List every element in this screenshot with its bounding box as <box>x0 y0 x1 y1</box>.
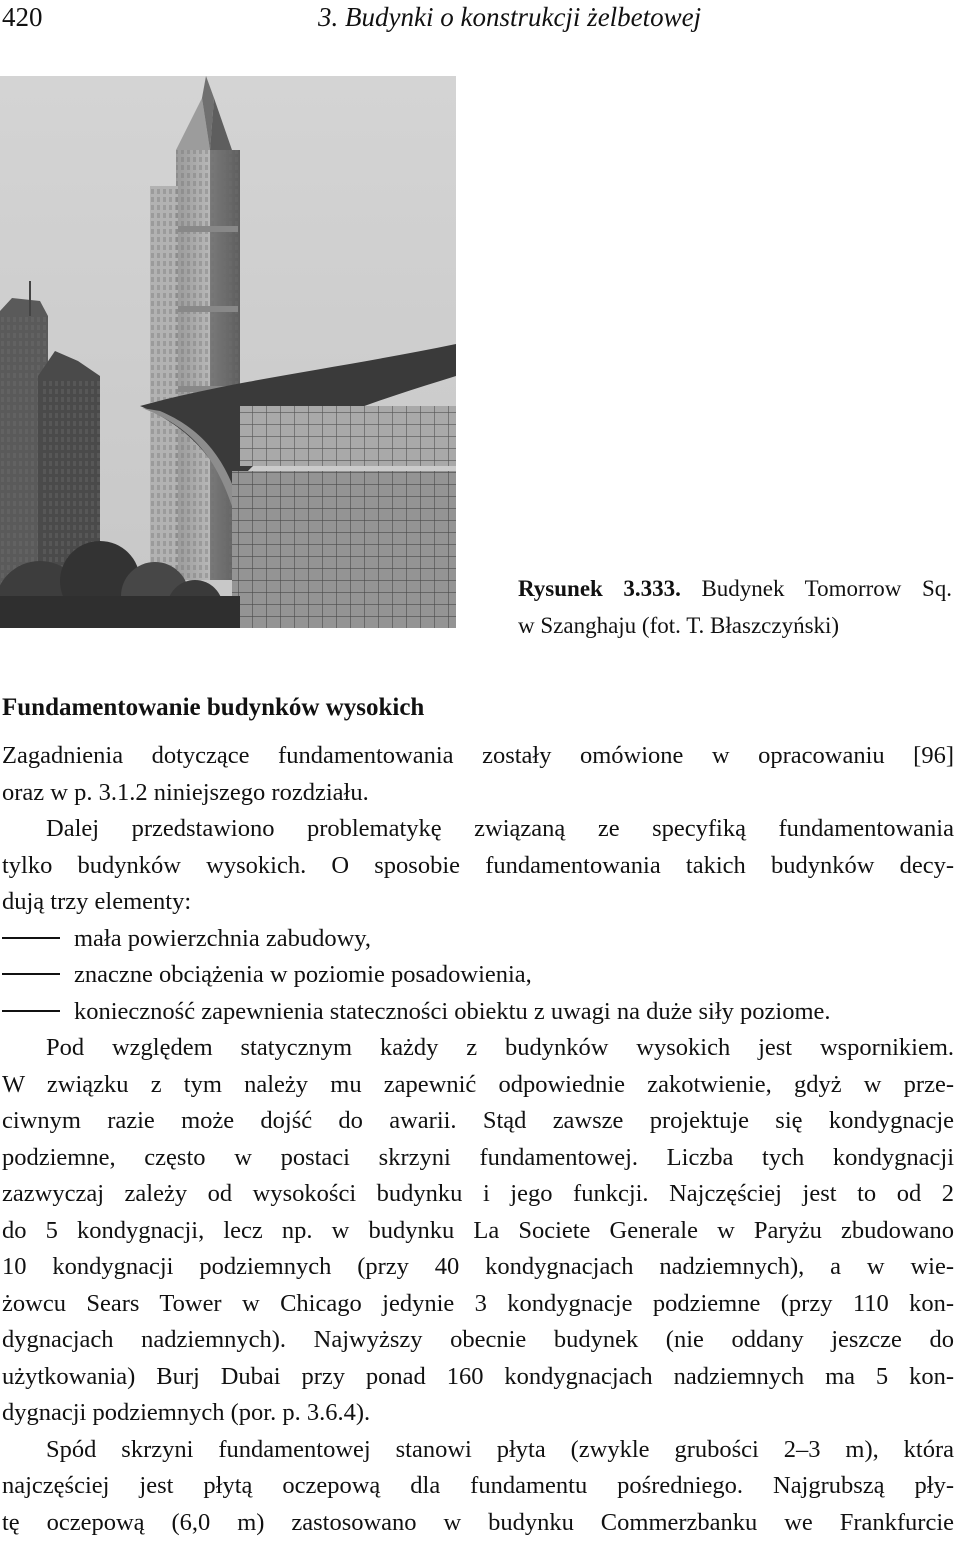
running-title: 3. Budynki o konstrukcji żelbetowej <box>318 2 701 33</box>
caption-line: w Szanghaju (fot. T. Błaszczyński) <box>518 610 952 647</box>
building-photo <box>0 76 456 628</box>
paragraph-line: tę oczepową (6,0 m) zastosowano w budynku Commerzbanku we Frankfurcie <box>2 1505 954 1541</box>
paragraph-line: zazwyczaj zależy od wysokości budynku i jego funkcji. Najczęściej jest to od 2 <box>2 1176 954 1213</box>
paragraph-line: żowcu Sears Tower w Chicago jedynie 3 kondygnacje podziemne (przy 110 kon- <box>2 1286 954 1323</box>
caption-text: Budynek Tomorrow Sq. <box>701 576 952 601</box>
paragraph-line: najczęściej jest płytą oczepową dla fundamentu pośredniego. Najgrubszą pły- <box>2 1468 954 1505</box>
list-item <box>2 921 954 958</box>
paragraph-line: do 5 kondygnacji, lecz np. w budynku La Societe Generale w Paryżu zbudowano <box>2 1213 954 1250</box>
body-text <box>2 738 954 1541</box>
paragraph-line: ciwnym razie może dojść do awarii. Stąd zawsze projektuje się kondygnacje <box>2 1103 954 1140</box>
paragraph-line: 10 kondygnacji podziemnych (przy 40 kondygnacjach nadziemnych), a w wie- <box>2 1249 954 1286</box>
em-dash <box>2 1010 60 1012</box>
page-number: 420 <box>2 2 43 33</box>
list-item-text: znaczne obciążenia w poziomie posadowienia, <box>74 961 532 988</box>
list-item-text: mała powierzchnia zabudowy, <box>74 925 371 952</box>
paragraph-line: dygnacji podziemnych (por. p. 3.6.4). <box>2 1395 954 1432</box>
paragraph-line: podziemne, często w postaci skrzyni fundamentowej. Liczba tych kondygnacji <box>2 1140 954 1177</box>
caption-label: Rysunek 3.333. <box>518 576 681 601</box>
paragraph-line: dują trzy elementy: <box>2 884 954 921</box>
section-title: Fundamentowanie budynków wysokich <box>2 694 424 722</box>
paragraph-line: oraz w p. 3.1.2 niniejszego rozdziału. <box>2 775 954 812</box>
paragraph-line: Spód skrzyni fundamentowej stanowi płyta (zwykle grubości 2–3 m), która <box>2 1432 954 1469</box>
paragraph-line: W związku z tym należy mu zapewnić odpowiednie zakotwienie, gdyż w prze- <box>2 1067 954 1104</box>
paragraph-line: dygnacjach nadziemnych). Najwyższy obecnie budynek (nie oddany jeszcze do <box>2 1322 954 1359</box>
paragraph-line: tylko budynków wysokich. O sposobie fundamentowania takich budynków decy- <box>2 848 954 885</box>
list-item <box>2 994 954 1031</box>
paragraph-line: Dalej przedstawiono problematykę związaną ze specyfiką fundamentowania <box>2 811 954 848</box>
paragraph-line: Zagadnienia dotyczące fundamentowania zostały omówione w opracowaniu [96] <box>2 738 954 775</box>
paragraph-line: Pod względem statycznym każdy z budynków wysokich jest wspornikiem. <box>2 1030 954 1067</box>
list-item <box>2 957 954 994</box>
em-dash <box>2 937 60 939</box>
em-dash <box>2 973 60 975</box>
list-item-text: konieczność zapewnienia stateczności obiektu z uwagi na duże siły poziome. <box>74 998 831 1025</box>
paragraph-line: użytkowania) Burj Dubai przy ponad 160 kondygnacjach nadziemnych ma 5 kon- <box>2 1359 954 1396</box>
figure-caption <box>518 573 952 646</box>
caption-line <box>518 573 952 610</box>
